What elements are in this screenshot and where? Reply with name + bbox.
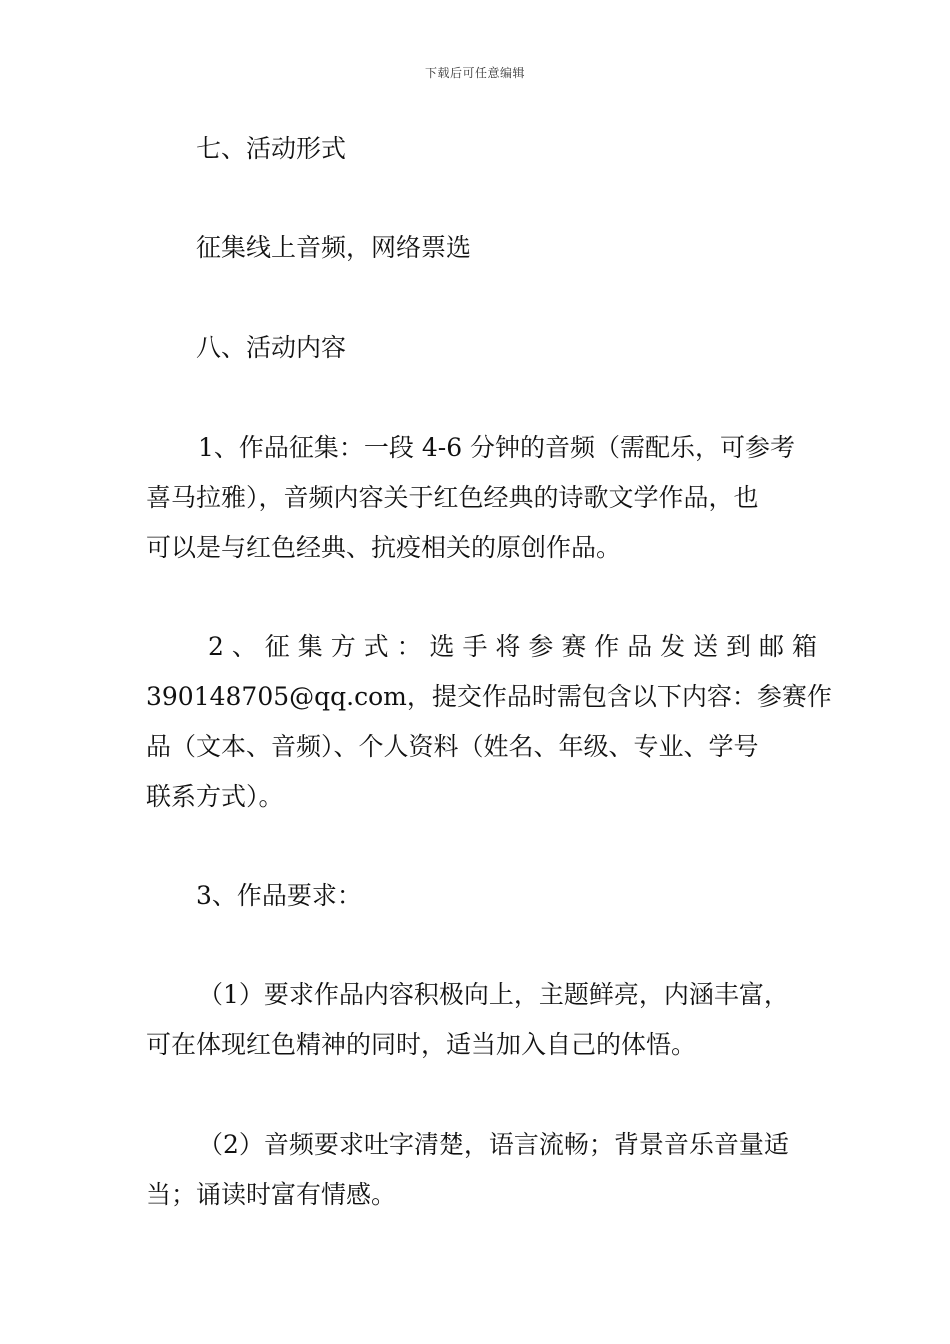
- requirement-2-paragraph: [146, 1120, 806, 1220]
- item-1-line-2: 喜马拉雅），音频内容关于红色经典的诗歌文学作品，也: [146, 483, 759, 512]
- requirement-1-line-2: 可在体现红色精神的同时，适当加入自己的体悟。: [146, 1030, 697, 1059]
- item-2-line-2: 390148705@qq.com，提交作品时需包含以下内容：参赛作: [146, 682, 832, 711]
- item-2-line-4: 联系方式）。: [146, 782, 284, 811]
- item-2-line-1: 2 、 征 集 方 式 ： 选 手 将 参 赛 作 品 发 送 到 邮 箱: [208, 632, 817, 661]
- requirement-1-line-1: （1）要求作品内容积极向上，主题鲜亮，内涵丰富，: [198, 980, 789, 1009]
- item-3-title: 3、作品要求：: [196, 881, 362, 910]
- item-2-line-3: 品（文本、音频）、个人资料（姓名、年级、专业、学号: [146, 732, 759, 761]
- item-1-paragraph: [146, 423, 806, 573]
- section-7-body: 征集线上音频，网络票选: [196, 233, 472, 262]
- requirement-2-line-1: （2）音频要求吐字清楚，语言流畅；背景音乐音量适: [198, 1130, 789, 1159]
- page-header: 下载后可任意编辑: [424, 66, 525, 80]
- item-1-line-1: 1、作品征集：一段 4-6 分钟的音频（需配乐，可参考: [198, 433, 796, 462]
- requirement-1-paragraph: [146, 970, 806, 1070]
- item-1-line-3: 可以是与红色经典、抗疫相关的原创作品。: [146, 533, 622, 562]
- section-7-title: 七、活动形式: [196, 134, 347, 163]
- requirement-2-line-2: 当；诵读时富有情感。: [146, 1180, 397, 1209]
- section-8-title: 八、活动内容: [196, 333, 347, 362]
- item-2-paragraph: [146, 622, 832, 822]
